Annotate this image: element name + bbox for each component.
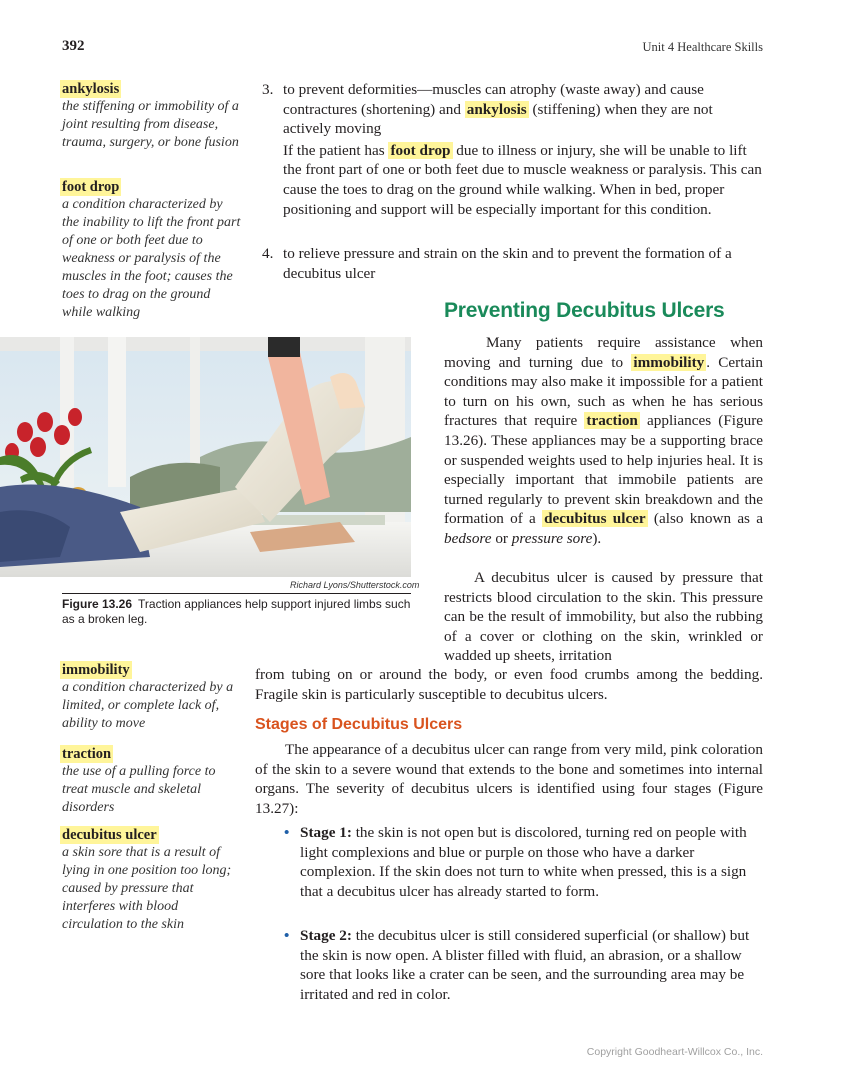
subsection-heading: Stages of Decubitus Ulcers [255, 716, 463, 733]
copyright-notice: Copyright Goodheart-Willcox Co., Inc. [586, 1046, 763, 1058]
glossary-entry-immobility [62, 661, 242, 733]
glossary-term: traction [62, 746, 112, 762]
figure-caption-text: Traction appliances help support injured limbs such as a broken leg. [62, 597, 411, 626]
section-heading: Preventing Decubitus Ulcers [444, 299, 725, 322]
stage-label: Stage 1: [300, 824, 352, 841]
running-head: Unit 4 Healthcare Skills [642, 40, 763, 54]
list-item-3 [262, 80, 762, 219]
glossary-definition: a condition characterized by a limited, or complete lack of, ability to move [62, 680, 234, 731]
figure-caption [62, 597, 412, 627]
stage-text: the decubitus ulcer is still considered superficial (or shallow) but the skin is now open. A blister filled with fluid, an abrasion, or a shallow sore that looks like a crater can be seen, and the surrounding area may be irritated and red in color. [300, 927, 750, 1003]
glossary-definition: a condition characterized by the inability to lift the front part of one or both feet due to weakness or paralysis of the muscles in the foot; causes the toes to drag on the ground while walking [62, 197, 241, 320]
glossary-entry-traction [62, 745, 242, 817]
list-paragraph: If the patient has foot drop due to illness or injury, she will be unable to lift the front part of one or both feet due to muscle weakness or paralysis. This can cause the toes to drag on the ground while walking. When in bed, proper positioning and support will be especially important for this condition. [283, 141, 762, 218]
traction-photo-illustration [0, 337, 411, 577]
stage-text: the skin is not open but is discolored, turning red on people with light complexions and blue or purple on those who have a darker complexion. If the skin does not turn to white when pressed, this is a sign that a decubitus ulcer has already started to form. [300, 824, 747, 900]
highlighted-term: decubitus ulcer [544, 510, 646, 528]
list-text: (stiffening) when they are not actively moving [283, 100, 713, 138]
subsection-intro: The appearance of a decubitus ulcer can range from very mild, pink coloration of the skin to a severe wound that extends to the bone and sometimes into internal organs. The severity of decubitus ulcers is identified using four stages (Figure 13.27): [255, 741, 763, 817]
glossary-entry-ankylosis [62, 80, 242, 152]
highlighted-term: ankylosis [466, 100, 527, 118]
glossary-term: immobility [62, 662, 130, 678]
glossary-term: ankylosis [62, 81, 120, 97]
page-number: 392 [62, 38, 85, 54]
figure-label: Figure 13.26 [62, 597, 133, 611]
glossary-definition: the stiffening or immobility of a joint resulting from disease, trauma, surgery, or bone fusion [62, 99, 239, 150]
glossary-term: foot drop [62, 179, 120, 195]
stage-1-bullet [284, 823, 762, 901]
list-item-4 [262, 244, 762, 283]
figure-photo-traction-leg [0, 337, 411, 577]
highlighted-term: foot drop [390, 141, 451, 159]
stage-label: Stage 2: [300, 927, 352, 944]
list-number: 3. [262, 81, 274, 98]
list-text: to relieve pressure and strain on the skin and to prevent the formation of a decubitus ulcer [283, 245, 732, 282]
glossary-definition: a skin sore that is a result of lying in one position too long; caused by pressure that interferes with blood circulation to the skin [62, 845, 232, 932]
stage-2-bullet [284, 926, 762, 1004]
highlighted-term: immobility [633, 353, 705, 371]
glossary-entry-foot-drop [62, 178, 242, 322]
bullet-dot: • [284, 927, 290, 944]
glossary-term: decubitus ulcer [62, 827, 157, 843]
section-paragraph-2-bottom: from tubing on or around the body, or even food crumbs among the bedding. Fragile skin is particularly susceptible to decubitus ulcers. [255, 666, 763, 703]
glossary-definition: the use of a pulling force to treat muscle and skeletal disorders [62, 764, 216, 815]
photo-credit: Richard Lyons/Shutterstock.com [290, 580, 420, 590]
glossary-entry-decubitus-ulcer [62, 826, 242, 934]
bullet-dot: • [284, 824, 290, 841]
section-paragraph-2-top: A decubitus ulcer is caused by pressure that restricts blood circulation to the skin. This pressure can be the result of immobility, but also the rubbing of a cover or clothing on the skin, wrinkled or wadded up sheets, irritation [444, 569, 763, 665]
highlighted-term: traction [586, 412, 638, 430]
figure-rule [62, 593, 411, 594]
list-number: 4. [262, 245, 274, 262]
section-paragraph-1: Many patients require assistance when moving and turning due to immobility . Certain conditions may also make it impossible for a patient to turn on his own, such as when he has serious fractures that require traction appliances (Figure 13.26). These appliances may be a supporting brace or suspended weights used to help injuries heal. It is especially important that immobile patients are turned regularly to prevent skin breakdown and the formation of a decubitus ulcer (also known as a bedsore or pressure sore). [444, 334, 763, 547]
list-text: to prevent deformities—muscles can atrophy (waste away) and cause contractures (shortening) and [283, 81, 704, 118]
